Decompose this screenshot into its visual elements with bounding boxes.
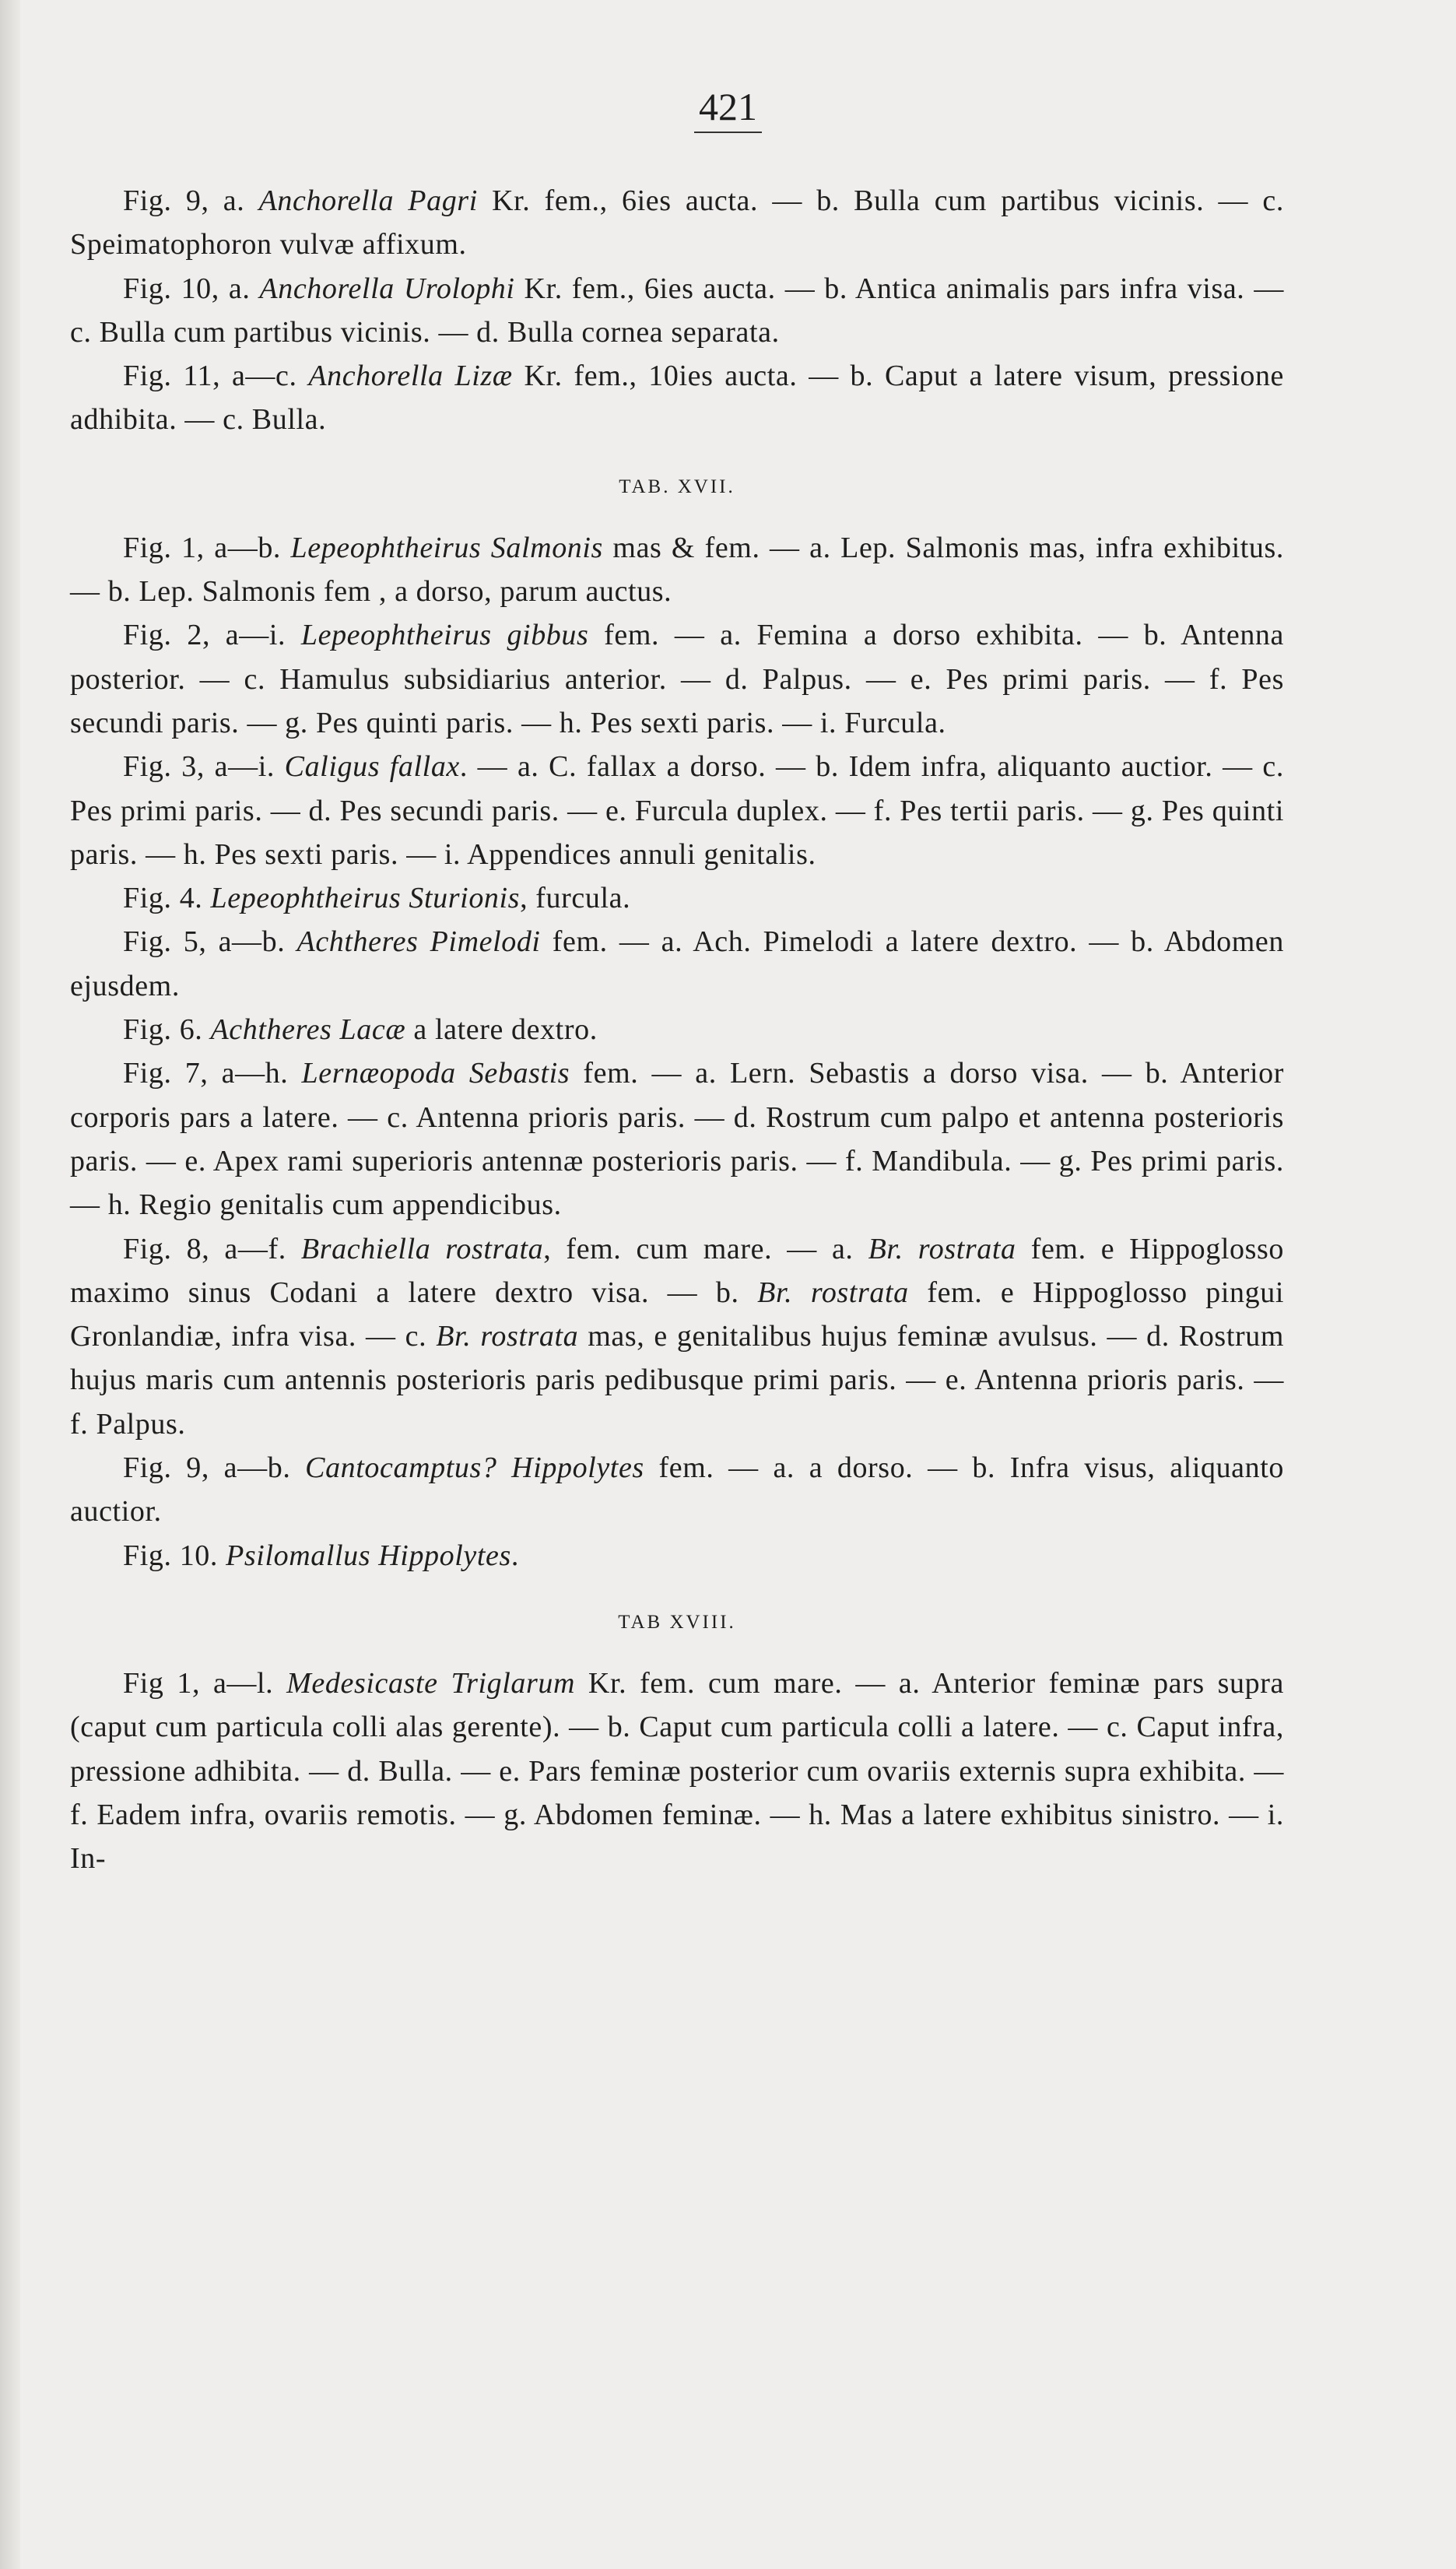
species-name: Lepeophtheirus Salmonis: [290, 531, 603, 564]
species-name: Lernæopoda Sebastis: [301, 1057, 570, 1090]
figure-entry: [70, 179, 1284, 267]
text-column: [70, 179, 1284, 1880]
plate-heading: TAB. XVII.: [619, 476, 735, 497]
entry-text: a latere dextro.: [405, 1013, 598, 1047]
entry-text: Fig. 1, a—b.: [123, 531, 291, 564]
entry-text: Kr. fem., 10ies aucta. — b. Caput a latere visum, pressione adhibita. — c. Bulla.: [70, 360, 1285, 437]
figure-entry: [70, 1051, 1284, 1227]
plate-heading: TAB XVIII.: [618, 1611, 736, 1633]
entry-text: Kr. fem. cum mare. — a. Anterior feminæ pars supra (caput cum particula colli alas gerente). — b. Caput cum particula colli a latere. — c. Caput infra, pressione adhibita. — d. Bulla. — e. Pars feminæ posterior cum ovariis externis supra exhibita. — f. Eadem infra, ovariis remotis. — g. Abdomen feminæ. — h. Mas a latere exhibitus sinistro. — i. In-: [70, 1666, 1284, 1876]
species-name: Lepeophtheirus Sturionis: [210, 882, 521, 915]
species-name: Anchorella Pagri: [258, 184, 478, 217]
species-name: Achtheres Lacæ: [210, 1013, 406, 1047]
figure-entry: [70, 745, 1284, 876]
entry-text: Fig. 10, a.: [123, 272, 260, 305]
species-name: Br. rostrata: [757, 1276, 909, 1309]
species-name: Anchorella Lizæ: [308, 360, 513, 393]
figure-entry: [70, 613, 1284, 745]
entry-text: Fig 1, a—l.: [123, 1666, 287, 1700]
figure-entry: [70, 526, 1284, 614]
entry-text: Fig. 9, a.: [123, 184, 259, 217]
species-name: Psilomallus Hippolytes: [226, 1539, 511, 1572]
entry-text: , fem. cum mare. — a.: [543, 1232, 868, 1265]
entry-text: mas, e genitalibus hujus feminæ avulsus. — d. Rostrum hujus maris cum antennis posterioris paris pedibusque primi paris. — e. Antenna prioris paris. — f. Palpus.: [70, 1320, 1284, 1441]
entry-text: Fig. 2, a—i.: [123, 619, 301, 652]
entry-text: fem. — a. Ach. Pimelodi a latere dextro. — b. Abdomen ejusdem.: [70, 925, 1285, 1002]
entry-text: Fig. 11, a—c.: [123, 360, 309, 393]
page-edge: [0, 0, 20, 2569]
species-name: Brachiella rostrata: [300, 1232, 544, 1265]
figure-entry: [70, 1662, 1284, 1880]
entry-text: Fig. 7, a—h.: [123, 1057, 302, 1090]
entry-text: fem. e Hippoglosso maximo sinus Codani a latere dextro visa. — b.: [70, 1232, 1285, 1309]
entry-text: fem. — a. Femina a dorso exhibita. — b. Antenna posterior. — c. Hamulus subsidiarius anterior. — d. Palpus. — e. Pes primi paris. — f. Pes secundi paris. — g. Pes quinti paris. — h. Pes sexti paris. — i. Furcula.: [70, 619, 1284, 739]
entry-text: fem. — a. Lern. Sebastis a dorso visa. — b. Anterior corporis pars a latere. — c. Antenna prioris paris. — d. Rostrum cum palpo et antenna posterioris paris. — e. Apex rami superioris antennæ posterioris paris. — f. Mandibula. — g. Pes primi paris. — h. Regio genitalis cum appendicibus.: [70, 1057, 1284, 1222]
figure-entry: [70, 1227, 1284, 1446]
entry-text: Fig. 3, a—i.: [123, 750, 285, 784]
entry-text: . — a. C. fallax a dorso. — b. Idem infra, aliquanto auctior. — c. Pes primi paris. — d. Pes secundi paris. — e. Furcula duplex. — f. Pes tertii paris. — g. Pes quinti paris. — h. Pes sexti paris. — i. Appendices annuli genitalis.: [70, 750, 1284, 871]
entry-text: Kr. fem., 6ies aucta. — b. Antica animalis pars infra visa. — c. Bulla cum partibus vicinis. — d. Bulla cornea separata.: [70, 272, 1284, 349]
page-number-text: 421: [694, 85, 762, 133]
entry-text: Fig. 9, a—b.: [123, 1451, 306, 1485]
figure-entry: [70, 267, 1284, 355]
entry-text: mas & fem. — a. Lep. Salmonis mas, infra exhibitus. — b. Lep. Salmonis fem , a dorso, parum auctus.: [70, 531, 1284, 609]
species-name: Medesicaste Triglarum: [286, 1666, 576, 1700]
entry-text: Kr. fem., 6ies aucta. — b. Bulla cum partibus vicinis. — c. Speimatophoron vulvæ affixum.: [70, 184, 1284, 261]
entry-text: Fig. 6.: [123, 1013, 211, 1047]
figure-entry: [70, 354, 1284, 442]
entry-text: Fig. 10.: [123, 1539, 226, 1572]
entry-text: fem. — a. a dorso. — b. Infra visus, aliquanto auctior.: [70, 1451, 1285, 1528]
species-name: Lepeophtheirus gibbus: [300, 619, 589, 652]
figure-entry: [70, 1446, 1284, 1534]
entry-text: .: [510, 1539, 519, 1572]
figure-entry: [70, 876, 1284, 920]
page-number: [0, 84, 1456, 129]
entry-text: fem. e Hippoglosso pingui Gronlandiæ, infra visa. — c.: [70, 1276, 1285, 1353]
entry-text: Fig. 4.: [123, 882, 211, 915]
species-name: Br. rostrata: [436, 1320, 579, 1353]
species-name: Br. rostrata: [868, 1232, 1016, 1265]
species-name: Anchorella Urolophi: [259, 272, 515, 305]
species-name: Achtheres Pimelodi: [296, 925, 541, 959]
entry-text: Fig. 5, a—b.: [123, 925, 297, 959]
figure-entry: [70, 920, 1284, 1008]
figure-entry: [70, 1534, 1284, 1578]
species-name: Caligus fallax: [284, 750, 460, 784]
entry-text: Fig. 8, a—f.: [123, 1232, 301, 1265]
species-name: Cantocamptus? Hippolytes: [305, 1451, 644, 1485]
figure-entry: [70, 1008, 1284, 1051]
entry-text: , furcula.: [520, 882, 631, 915]
